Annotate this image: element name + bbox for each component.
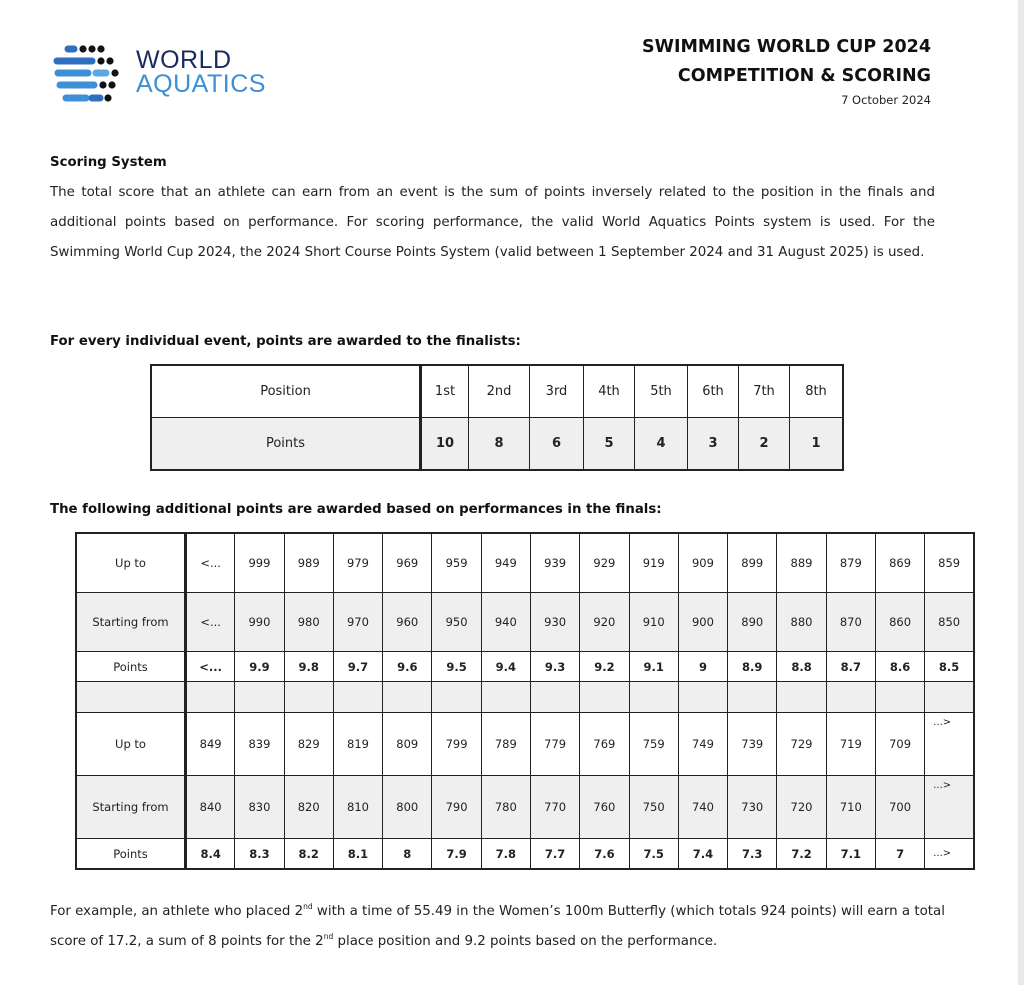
- up-to-label: Up to: [76, 533, 186, 593]
- points-row: [76, 652, 974, 682]
- spacer-cell: [728, 682, 777, 713]
- position-row: [151, 365, 843, 418]
- points-cell: 8.3: [235, 839, 284, 870]
- points-cell: 8.6: [875, 652, 924, 682]
- position-cell: 7th: [739, 365, 790, 418]
- points-cell: 7.5: [629, 839, 678, 870]
- up-to-cell: 999: [235, 533, 284, 593]
- up-to-cell: 709: [875, 713, 924, 776]
- spacer-cell: [530, 682, 579, 713]
- points-cell: 2: [739, 418, 790, 471]
- points-cell: 9.8: [284, 652, 333, 682]
- spacer-cell: [629, 682, 678, 713]
- points-cell: 7.9: [432, 839, 481, 870]
- points-cell: 8.1: [333, 839, 382, 870]
- up-to-cell: 909: [678, 533, 727, 593]
- spacer-cell: [678, 682, 727, 713]
- points-cell: 7.2: [777, 839, 826, 870]
- position-cell: 3rd: [530, 365, 584, 418]
- world-aquatics-logo: [52, 40, 302, 110]
- points-cell: 9.1: [629, 652, 678, 682]
- starting-from-cell: 920: [580, 593, 629, 652]
- starting-from-cell: 740: [678, 776, 727, 839]
- starting-from-cell: 770: [530, 776, 579, 839]
- up-to-cell: 879: [826, 533, 875, 593]
- up-to-cell: 839: [235, 713, 284, 776]
- spacer-cell: [777, 682, 826, 713]
- points-cell: 8.4: [186, 839, 235, 870]
- up-to-cell: 779: [530, 713, 579, 776]
- up-to-cell: 799: [432, 713, 481, 776]
- up-to-cell: 829: [284, 713, 333, 776]
- up-to-cell: 819: [333, 713, 382, 776]
- starting-from-cell: 880: [777, 593, 826, 652]
- spacer-cell: [925, 682, 974, 713]
- position-cell: 2nd: [469, 365, 530, 418]
- starting-from-cell: <...: [186, 593, 235, 652]
- points-cell: 8: [469, 418, 530, 471]
- starting-from-cell: 910: [629, 593, 678, 652]
- up-to-cell: 859: [925, 533, 974, 593]
- spacer-cell: [826, 682, 875, 713]
- starting-from-cell: 720: [777, 776, 826, 839]
- points-cell: 9.6: [383, 652, 432, 682]
- points-cell: 7.3: [728, 839, 777, 870]
- spacer-cell: [432, 682, 481, 713]
- up-to-cell: 849: [186, 713, 235, 776]
- points-cell: 4: [635, 418, 688, 471]
- starting-from-cell: 700: [875, 776, 924, 839]
- starting-from-cell: 870: [826, 593, 875, 652]
- position-cell: 6th: [688, 365, 739, 418]
- example-text-2: with a time of 55.49 in the Women’s 100m Butterfly (which totals 924 points) will earn a total score of 17.2, a sum of 8 points for the 2: [50, 904, 945, 949]
- spacer-cell: [481, 682, 530, 713]
- starting-from-cell: 930: [530, 593, 579, 652]
- up-to-cell: 739: [728, 713, 777, 776]
- spacer-cell: [186, 682, 235, 713]
- logo-wordmark-world: WORLD: [136, 46, 232, 74]
- up-to-cell: 769: [580, 713, 629, 776]
- starting-from-label: Starting from: [76, 776, 186, 839]
- up-to-cell: 749: [678, 713, 727, 776]
- position-cell: 1st: [421, 365, 469, 418]
- starting-from-cell: 780: [481, 776, 530, 839]
- document-date: 7 October 2024: [841, 93, 931, 107]
- starting-from-cell: 750: [629, 776, 678, 839]
- position-cell: 8th: [790, 365, 844, 418]
- points-cell: 6: [530, 418, 584, 471]
- points-cell: 8.5: [925, 652, 974, 682]
- up-to-cell: 959: [432, 533, 481, 593]
- points-cell: 9.9: [235, 652, 284, 682]
- example-text-1: For example, an athlete who placed 2: [50, 904, 304, 919]
- document-title: SWIMMING WORLD CUP 2024: [642, 37, 931, 57]
- points-cell: 1: [790, 418, 844, 471]
- starting-from-label: Starting from: [76, 593, 186, 652]
- starting-from-cell: 730: [728, 776, 777, 839]
- spacer-cell: [383, 682, 432, 713]
- up-to-cell: 989: [284, 533, 333, 593]
- starting-from-cell: 950: [432, 593, 481, 652]
- spacer-cell: [235, 682, 284, 713]
- points-cell: 9.7: [333, 652, 382, 682]
- up-to-cell: 729: [777, 713, 826, 776]
- position-label: Position: [151, 365, 421, 418]
- starting-from-cell: 710: [826, 776, 875, 839]
- points-cell: 8: [383, 839, 432, 870]
- starting-from-cell: 800: [383, 776, 432, 839]
- starting-from-cell: 790: [432, 776, 481, 839]
- starting-from-cell: 860: [875, 593, 924, 652]
- performance-points-table: [75, 532, 975, 870]
- position-cell: 5th: [635, 365, 688, 418]
- up-to-cell: 939: [530, 533, 579, 593]
- points-cell: ...>: [925, 839, 974, 870]
- points-row: [76, 839, 974, 870]
- points-label: Points: [76, 839, 186, 870]
- points-label: Points: [76, 652, 186, 682]
- points-cell: 7.6: [580, 839, 629, 870]
- points-cell: 5: [584, 418, 635, 471]
- starting-from-cell: 830: [235, 776, 284, 839]
- up-to-cell: 869: [875, 533, 924, 593]
- up-to-cell: 979: [333, 533, 382, 593]
- example-superscript-2: nd: [323, 932, 334, 941]
- starting-from-cell: 890: [728, 593, 777, 652]
- scoring-system-paragraph: The total score that an athlete can earn from an event is the sum of points inversely related to the position in the finals and additional points based on performance. For scoring performance, the valid World Aquatics Points system is used. For the Swimming World Cup 2024, the 2024 Short Course Points System (valid between 1 September 2024 and 31 August 2025) is used.: [50, 185, 935, 260]
- up-to-cell: 899: [728, 533, 777, 593]
- spacer-cell: [875, 682, 924, 713]
- points-cell: 7.8: [481, 839, 530, 870]
- points-cell: 3: [688, 418, 739, 471]
- points-cell: 8.2: [284, 839, 333, 870]
- logo-wordmark-aquatics: AQUATICS: [136, 70, 266, 98]
- up-to-cell: <...: [186, 533, 235, 593]
- points-cell: 8.9: [728, 652, 777, 682]
- starting-from-cell: 760: [580, 776, 629, 839]
- world-aquatics-logo-icon: [52, 43, 122, 105]
- starting-from-row: [76, 776, 974, 839]
- finalists-heading: For every individual event, points are awarded to the finalists:: [50, 334, 521, 349]
- starting-from-cell: 970: [333, 593, 382, 652]
- points-cell: 9.4: [481, 652, 530, 682]
- spacer-cell: [333, 682, 382, 713]
- starting-from-cell: 980: [284, 593, 333, 652]
- points-label: Points: [151, 418, 421, 471]
- starting-from-cell: 820: [284, 776, 333, 839]
- example-paragraph: [50, 897, 950, 957]
- spacer-cell: [580, 682, 629, 713]
- points-cell: 9.2: [580, 652, 629, 682]
- up-to-cell: 919: [629, 533, 678, 593]
- points-cell: 9.5: [432, 652, 481, 682]
- up-to-cell: 889: [777, 533, 826, 593]
- up-to-cell: 759: [629, 713, 678, 776]
- document-subtitle: COMPETITION & SCORING: [677, 66, 931, 86]
- points-cell: 9.3: [530, 652, 579, 682]
- page-edge: [1018, 0, 1024, 985]
- up-to-cell: 719: [826, 713, 875, 776]
- starting-from-cell: 850: [925, 593, 974, 652]
- up-to-row: [76, 713, 974, 776]
- up-to-cell: 969: [383, 533, 432, 593]
- example-superscript-1: nd: [303, 902, 313, 911]
- up-to-cell: 809: [383, 713, 432, 776]
- starting-from-cell: 940: [481, 593, 530, 652]
- starting-from-row: [76, 593, 974, 652]
- up-to-cell: 949: [481, 533, 530, 593]
- starting-from-cell: ...>: [925, 776, 974, 839]
- up-to-label: Up to: [76, 713, 186, 776]
- example-text-3: place position and 9.2 points based on the performance.: [333, 934, 718, 949]
- points-cell: 8.8: [777, 652, 826, 682]
- points-cell: 7: [875, 839, 924, 870]
- finalist-points-table: [150, 364, 844, 471]
- spacer-row: [76, 682, 974, 713]
- starting-from-cell: 960: [383, 593, 432, 652]
- position-cell: 4th: [584, 365, 635, 418]
- up-to-row: [76, 533, 974, 593]
- points-cell: <...: [186, 652, 235, 682]
- starting-from-cell: 990: [235, 593, 284, 652]
- starting-from-cell: 900: [678, 593, 727, 652]
- performance-heading: The following additional points are awarded based on performances in the finals:: [50, 502, 662, 517]
- spacer-cell: [76, 682, 186, 713]
- points-cell: 7.1: [826, 839, 875, 870]
- document-header: [642, 33, 931, 107]
- points-cell: 7.7: [530, 839, 579, 870]
- starting-from-cell: 810: [333, 776, 382, 839]
- points-cell: 10: [421, 418, 469, 471]
- points-cell: 8.7: [826, 652, 875, 682]
- points-row: [151, 418, 843, 471]
- scoring-system-heading: Scoring System: [50, 155, 167, 170]
- spacer-cell: [284, 682, 333, 713]
- points-cell: 7.4: [678, 839, 727, 870]
- up-to-cell: 929: [580, 533, 629, 593]
- up-to-cell: ...>: [925, 713, 974, 776]
- up-to-cell: 789: [481, 713, 530, 776]
- points-cell: 9: [678, 652, 727, 682]
- starting-from-cell: 840: [186, 776, 235, 839]
